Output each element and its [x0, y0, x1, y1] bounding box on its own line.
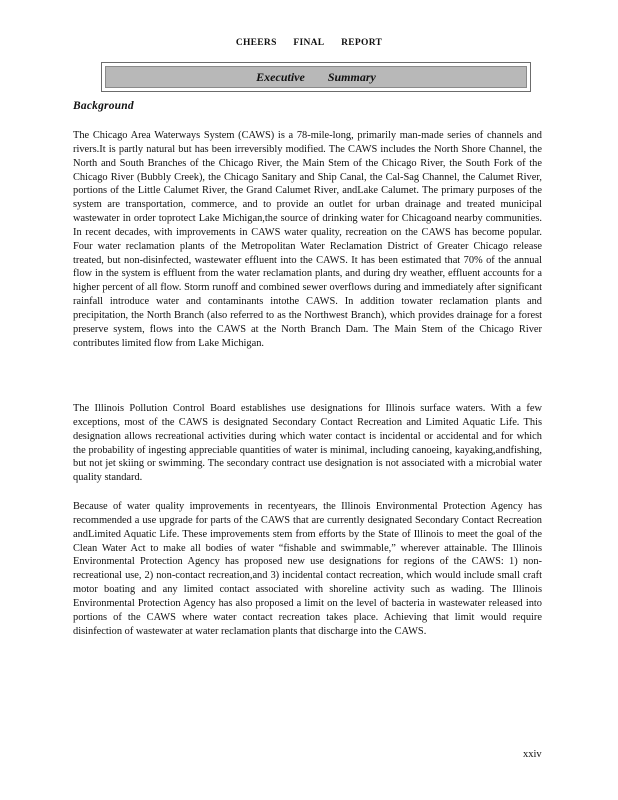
paragraph-caws-overview: The Chicago Area Waterways System (CAWS) is a 78-mile-long, primarily man-made series of channels and rivers.It is partly natural but has been irreversibly modified. The CAWS includes the North Shore Channel, the North and South Branches of the Chicago River, the Main Stem of the Chicago River, the South Fork of the Chicago River (Bubbly Creek), the Chicago Sanitary and Ship Canal, the Cal-Sag Channel, the Calumet River, portions of the Little Calumet River, the Grand Calumet River, andLake Calumet. The primary purposes of the system are transportation, commerce, and to provide an outlet for urban drainage and treated municipal wastewater in order toprotect Lake Michigan,the source of drinking water for Chicagoand nearby communities. In recent decades, with improvements in CAWS water quality, recreation on the CAWS has become popular. Four water reclamation plants of the Metropolitan Water Reclamation District of Greater Chicago release treated, but non-disinfected, wastewater effluent into the CAWS. It has been estimated that 70% of the annual flow in the system is effluent from the water reclamation plants, and during dry weather, effluent accounts for a higher percent of all flow. Storm runoff and combined sewer overflows during and immediately after significant rainfall introduce water and contaminants intothe CAWS. In addition towater reclamation plants and precipitation, the North Branch (also referred to as the Northwest Branch), which provides drainage for a forest preserve system, flows into the CAWS at the North Branch Dam. The Main Stem of the Chicago River contributes limited flow from Lake Michigan.: [73, 130, 542, 349]
section-heading-background: Background: [73, 100, 134, 112]
header-word-report: REPORT: [341, 38, 383, 48]
banner-word-executive: Executive: [256, 70, 305, 84]
header-word-final: FINAL: [293, 38, 325, 48]
executive-summary-banner: [101, 62, 531, 92]
running-header: [0, 38, 618, 48]
paragraph-proposed-upgrade: Because of water quality improvements in recentyears, the Illinois Environmental Protection Agency has recommended a use upgrade for parts of the CAWS that are currently designated Secondary Contact Recreation andLimited Aquatic Life. These improvements stem from efforts by the State of Illinois to meet the goal of the Clean Water Act to make all bodies of water “fishable and swimmable,” wherever attainable. The Illinois Environmental Protection Agency has proposed new use designations for regions of the CAWS: 1) non-recreational use, 2) non-contact recreation,and 3) incidental contact recreation, which would include small craft motor boating and any limited contact associated with shoreline activity such as wading. The Illinois Environmental Protection Agency has also proposed a limit on the level of bacteria in wastewater released into portions of the CAWS where water contact recreation takes place. Achieving that limit would require disinfection of wastewater at water reclamation plants that discharge into the CAWS.: [73, 501, 542, 637]
page-number: xxiv: [523, 749, 542, 760]
banner-title: [105, 66, 527, 88]
paragraph-use-designations: The Illinois Pollution Control Board establishes use designations for Illinois surface waters. With a few exceptions, most of the CAWS is designated Secondary Contact Recreation and Limited Aquatic Life. This designation allows recreational activities during which water contact is incidental or accidental and for which the probability of ingesting appreciable quantities of water is minimal, including canoeing, kayaking,andfishing, but not jet skiing or swimming. The secondary contract use designation is not associated with a microbial water quality standard.: [73, 403, 542, 484]
banner-word-summary: Summary: [327, 70, 376, 84]
header-word-cheers: CHEERS: [235, 38, 277, 48]
